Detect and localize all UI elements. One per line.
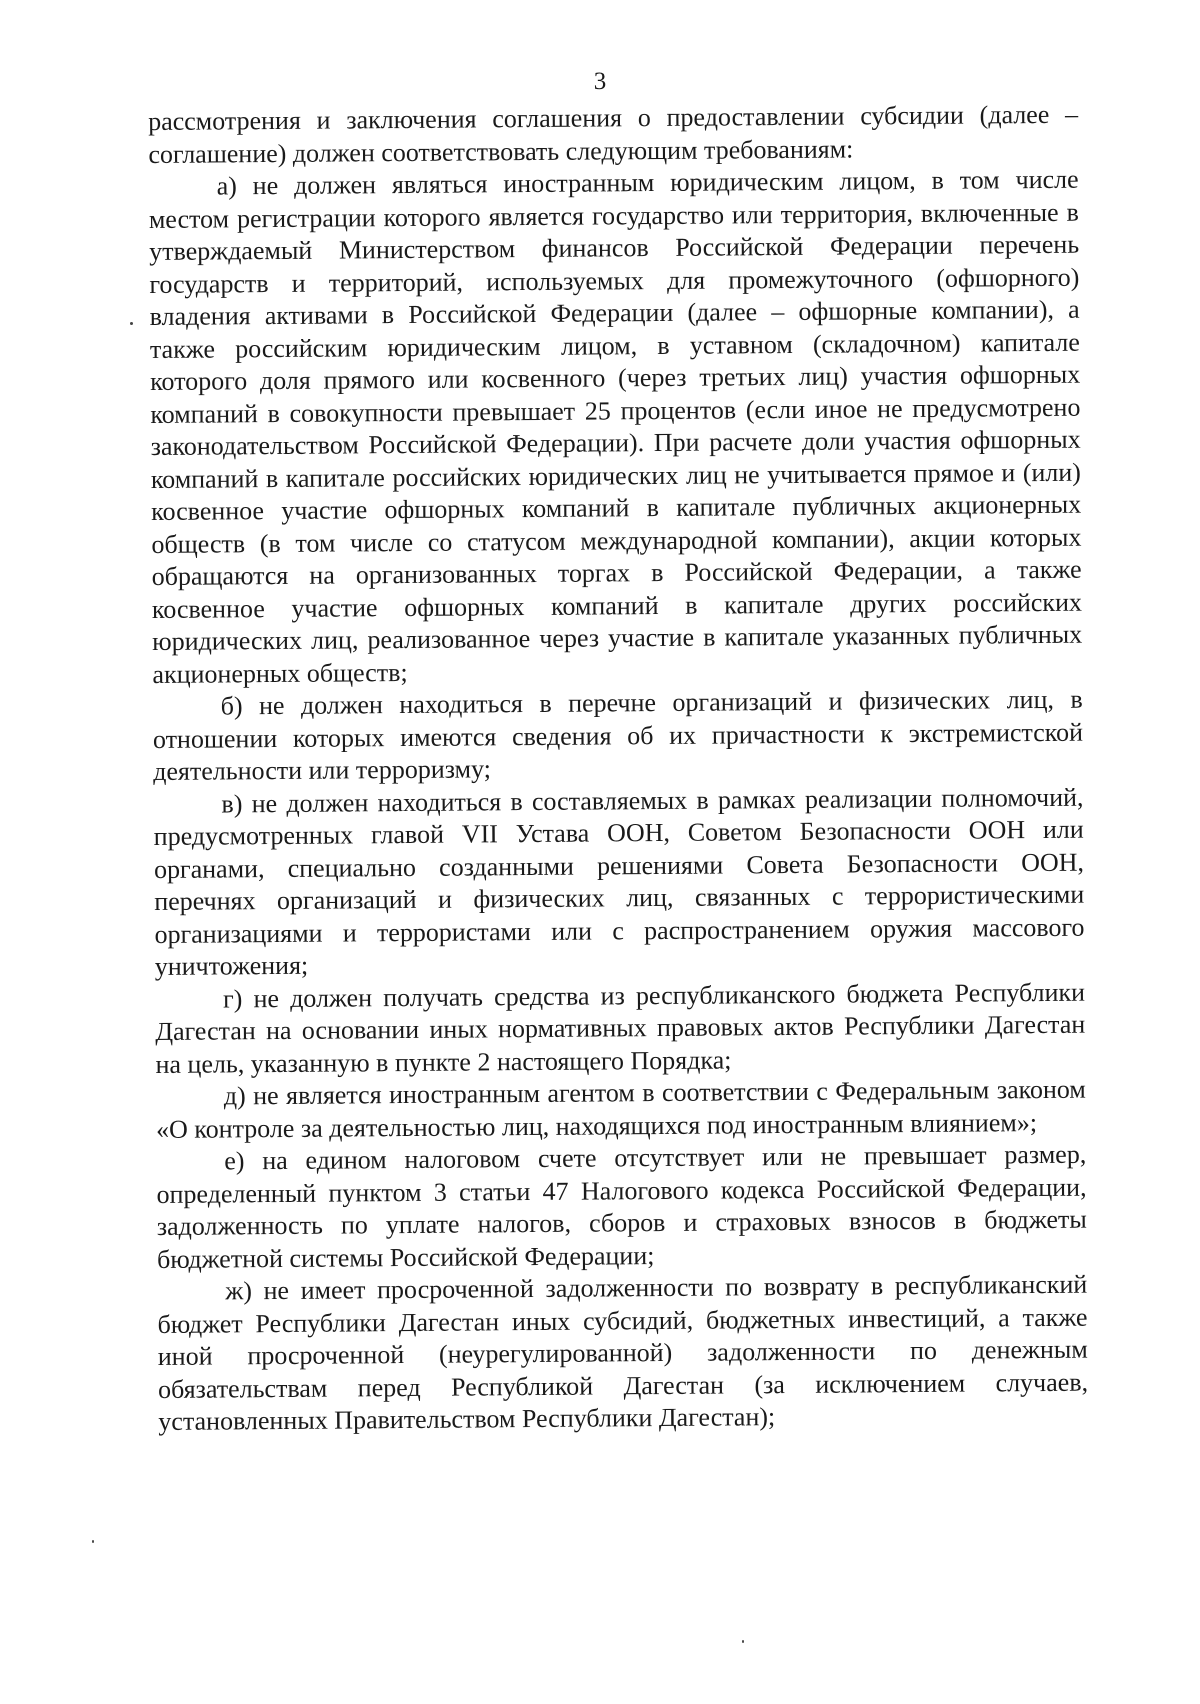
page-number: 3 (593, 68, 607, 95)
paragraph-e: е) на едином налоговом счете отсутствует или не превышает размер, определенный пунктом 3 статьи 47 Налогового кодекса Российской Федерации, задолженность по уплате налогов, сборов и страховых взносов в бюджеты бюджетной системы Российской Федерации; (156, 1139, 1087, 1274)
paragraph-intro: рассмотрения и заключения соглашения о предоставлении субсидии (далее – соглашение) должен соответствовать следующим требованиям: (148, 99, 1079, 169)
paragraph-a: а) не должен являться иностранным юридическим лицом, в том числе местом регистрации которого является государство или территория, включенные в утверждаемый Министерством финансов Российской Федерации перечень государств и территорий, используемых для промежуточного (офшорного) владения активами в Российской Федерации (далее – офшорные компании), а также российским юридическим лицом, в уставном (складочном) капитале которого доля прямого или косвенного (через третьих лиц) участия офшорных компаний в совокупности превышает 25 процентов (если иное не предусмотрено законодательством Российской Федерации). При расчете доли участия офшорных компаний в капитале российских юридических лиц не учитывается прямое и (или) косвенное участие офшорных компаний в капитале публичных акционерных обществ (в том числе со статусом международной компании), акции которых обращаются на организованных торгах в Российской Федерации, а также косвенное участие офшорных компаний в капитале других российских юридических лиц, реализованное через участие в капитале указанных публичных акционерных обществ; (148, 164, 1083, 689)
scan-speck (92, 1540, 94, 1543)
document-body (148, 99, 1088, 1439)
scan-speck (130, 322, 133, 325)
paragraph-v: в) не должен находиться в составляемых в рамках реализации полномочий, предусмотренных главой VII Устава ООН, Советом Безопасности ООН или органами, специально созданными решениями Совета Безопасности ООН, перечнях организаций и физических лиц, связанных с террористическими организациями и террористами или с распространением оружия массового уничтожения; (153, 782, 1085, 981)
paragraph-d: д) не является иностранным агентом в соответствии с Федеральным законом «О контроле за деятельностью лиц, находящихся под иностранным влиянием»; (155, 1074, 1086, 1144)
paragraph-g: г) не должен получать средства из республиканского бюджета Республики Дагестан на основании иных нормативных правовых актов Республики Дагестан на цель, указанную в пункте 2 настоящего Порядка; (155, 977, 1086, 1079)
paragraph-b: б) не должен находиться в перечне организаций и физических лиц, в отношении которых имеются сведения об их причастности к экстремистской деятельности или терроризму; (152, 684, 1084, 786)
paragraph-zh: ж) не имеет просроченной задолженности по возврату в республиканский бюджет Республики Дагестан иных субсидий, бюджетных инвестиций, а также иной просроченной (неурегулированной) задолженности по денежным обязательствам перед Республикой Дагестан (за исключением случаев, установленных Правительством Республики Дагестан); (157, 1269, 1089, 1436)
scan-speck (742, 1640, 744, 1643)
